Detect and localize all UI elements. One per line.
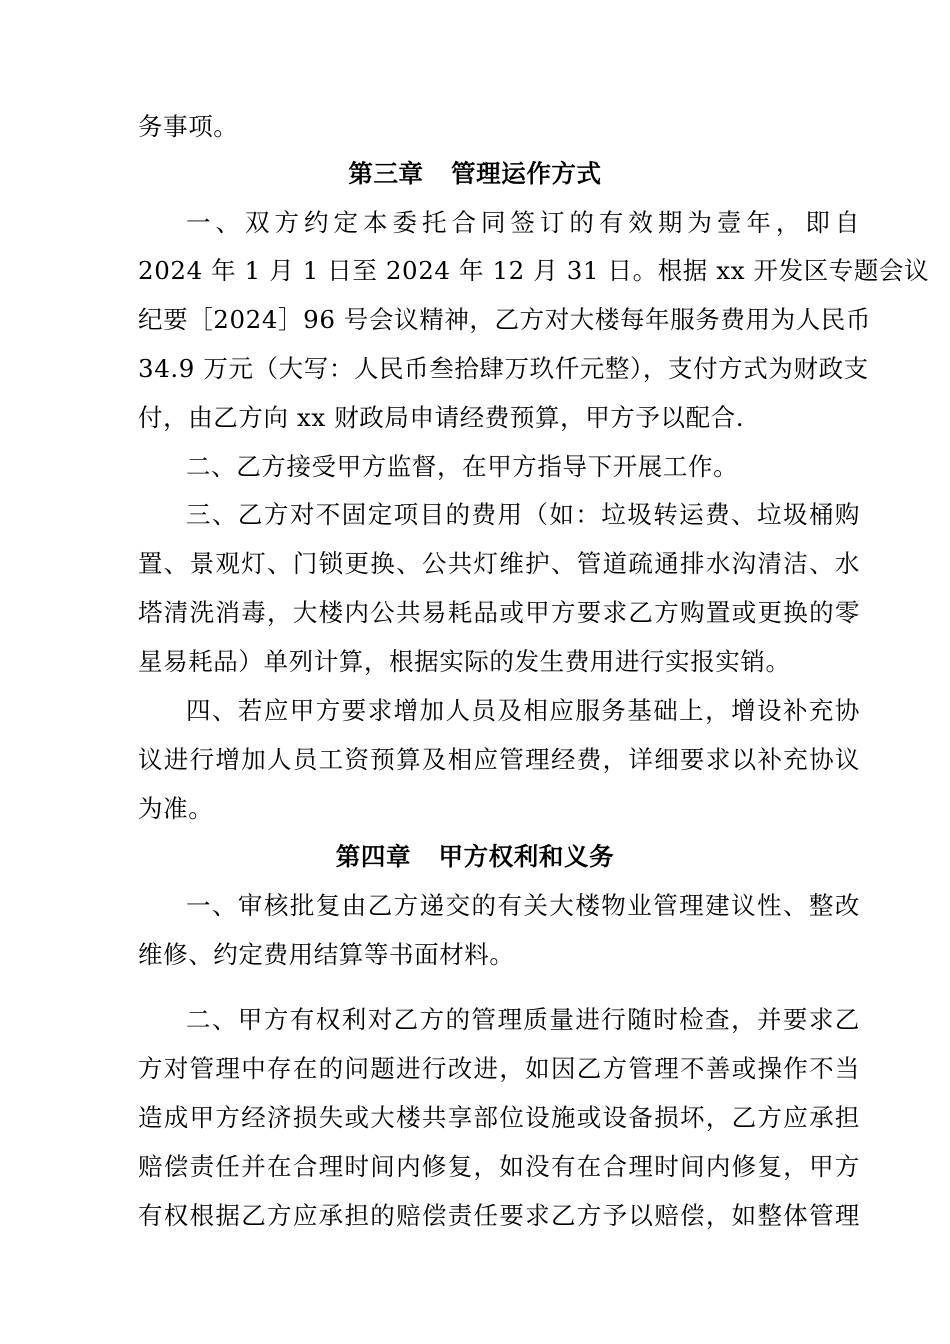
ch3-p3-line1: 三、乙方对不固定项目的费用（如：垃圾转运费、垃圾桶购 [186, 500, 860, 529]
lead-line: 务事项。 [138, 112, 239, 141]
ch3-p4-line1: 四、若应甲方要求增加人员及相应服务基础上，增设补充协 [186, 696, 860, 725]
ch3-p3-line2: 置、景观灯、门锁更换、公共灯维护、管道疏通排水沟清洁、水 [138, 549, 860, 578]
ch3-p1-line1: 一、双方约定本委托合同签订的有效期为壹年，即自 [186, 208, 860, 237]
ch3-p3-line3: 塔清洗消毒，大楼内公共易耗品或甲方要求乙方购置或更换的零 [138, 598, 860, 627]
ch4-p2-line4: 赔偿责任并在合理时间内修复，如没有在合理时间内修复，甲方 [138, 1152, 860, 1181]
ch4-p1-line2: 维修、约定费用结算等书面材料。 [138, 940, 515, 969]
ch4-p2-line1: 二、甲方有权利对乙方的管理质量进行随时检查，并要求乙 [186, 1005, 860, 1034]
ch3-p1-line5: 付，由乙方向 xx 财政局申请经费预算，甲方予以配合. [138, 403, 745, 432]
ch3-p1-line4: 34.9 万元（大写：人民币叁拾肆万玖仟元整），支付方式为财政支 [138, 354, 869, 383]
ch4-p2-line5: 有权根据乙方应承担的赔偿责任要求乙方予以赔偿，如整体管理 [138, 1201, 860, 1230]
ch3-p4-line2: 议进行增加人员工资预算及相应管理经费，详细要求以补充协议 [138, 745, 860, 774]
ch3-p1-line2: 2024 年 1 月 1 日至 2024 年 12 月 31 日。根据 xx 开发区专题会议 [138, 256, 930, 285]
chapter4-heading: 第四章 甲方权利和义务 [335, 842, 615, 871]
chapter3-heading: 第三章 管理运作方式 [348, 159, 602, 188]
ch3-p4-line3: 为准。 [138, 794, 214, 823]
ch4-p2-line2: 方对管理中存在的问题进行改进，如因乙方管理不善或操作不当 [138, 1054, 860, 1083]
ch4-p2-line3: 造成甲方经济损失或大楼共享部位设施或设备损坏，乙方应承担 [138, 1103, 860, 1132]
ch4-p1-line1: 一、审核批复由乙方递交的有关大楼物业管理建议性、整改 [186, 891, 860, 920]
ch3-p2-line1: 二、乙方接受甲方监督，在甲方指导下开展工作。 [186, 452, 739, 481]
ch3-p3-line4: 星易耗品）单列计算，根据实际的发生费用进行实报实销。 [138, 647, 791, 676]
ch3-p1-line3: 纪要［2024］96 号会议精神，乙方对大楼每年服务费用为人民币 [138, 305, 872, 334]
